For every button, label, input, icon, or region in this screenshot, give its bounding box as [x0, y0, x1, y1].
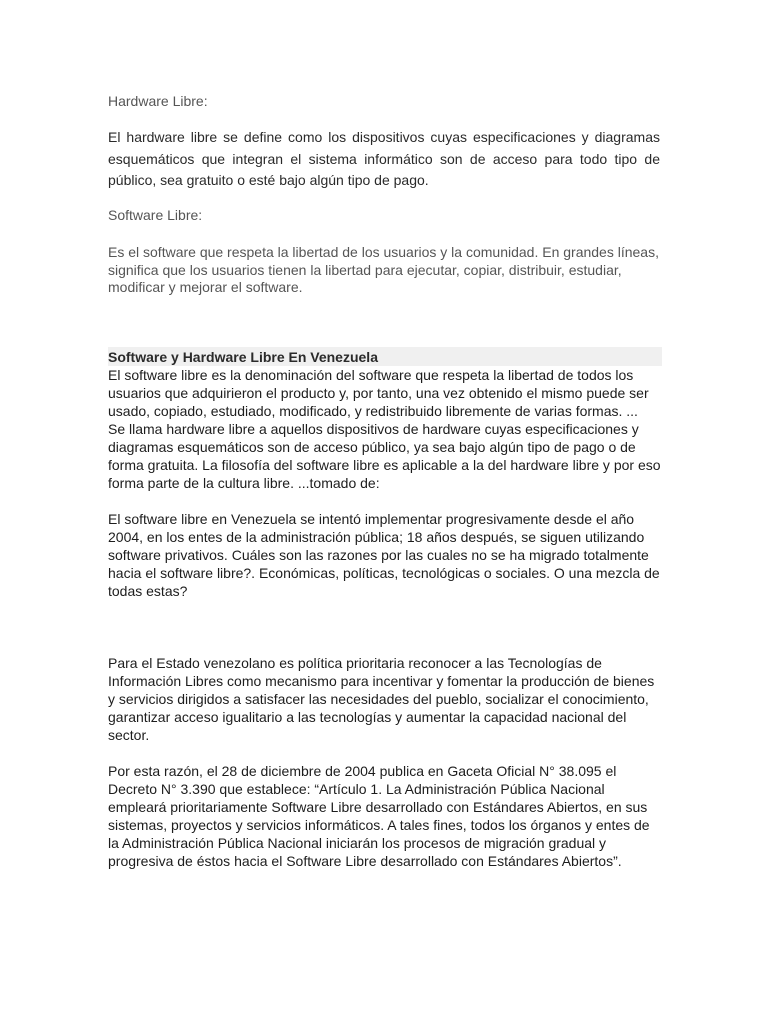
paragraph-decreto-3390: Por esta razón, el 28 de diciembre de 2004 publica en Gaceta Oficial N° 38.095 el Decreto N° 3.390 que establece: “Artículo 1. La Administración Pública Nacional empleará prioritariamente Software Libre desarrollado con Estándares Abiertos, en sus sistemas, proyectos y servicios informáticos. A tales fines, todos los órganos y entes de la Administración Pública Nacional iniciarán los procesos de migración gradual y progresiva de éstos hacia el Software Libre desarrollado con Estándares Abiertos”. — [108, 763, 650, 869]
venezuela-section — [108, 347, 662, 870]
software-libre-definition: Es el software que respeta la libertad de los usuarios y la comunidad. En grandes líneas, significa que los usuarios tienen la libertad para ejecutar, copiar, distribuir, estudiar, modificar y mejorar el software. — [108, 244, 659, 295]
paragraph-politica-estado: Para el Estado venezolano es política prioritaria reconocer a las Tecnologías de Información Libres como mecanismo para incentivar y fomentar la producción de bienes y servicios dirigidos a satisfacer las necesidades del pueblo, socializar el conocimiento, garantizar acceso igualitario a las tecnologías y aumentar la capacidad nacional del sector. — [108, 655, 655, 743]
paragraph-spacer — [108, 492, 662, 510]
hardware-libre-title: Hardware Libre: — [108, 93, 208, 109]
software-libre-title: Software Libre: — [108, 207, 203, 223]
paragraph-software-libre-venezuela: El software libre en Venezuela se intentó implementar progresivamente desde el año 2004, en los entes de la administración pública; 18 años después, se siguen utilizando software privativos. Cuáles son las razones por las cuales no se ha migrado totalmente hacia el software libre?. Económicas, políticas, tecnológicas o sociales. O una mezcla de todas estas? — [108, 511, 660, 599]
paragraph-software-libre: El software libre es la denominación del software que respeta la libertad de todos los usuarios que adquirieron el producto y, por tanto, una vez obtenido el mismo puede ser usado, copiado, estudiado, modificado, y redistribuido libremente de varias formas. ... — [108, 367, 649, 419]
paragraph-spacer — [108, 744, 662, 762]
paragraph-spacer — [108, 600, 662, 654]
hardware-libre-definition: El hardware libre se define como los dispositivos cuyas especificaciones y diagramas esquemáticos que integran el sistema informático son de acceso para todo tipo de público, sea gratuito o esté bajo algún tipo de pago. — [108, 129, 660, 188]
paragraph-hardware-libre: Se llama hardware libre a aquellos dispositivos de hardware cuyas especificaciones y diagramas esquemáticos son de acceso público, ya sea bajo algún tipo de pago o de forma gratuita. La filosofía del software libre es aplicable a la del hardware libre y por eso forma parte de la cultura libre. ...tomado de: — [108, 421, 661, 491]
section-heading: Software y Hardware Libre En Venezuela — [108, 347, 662, 366]
